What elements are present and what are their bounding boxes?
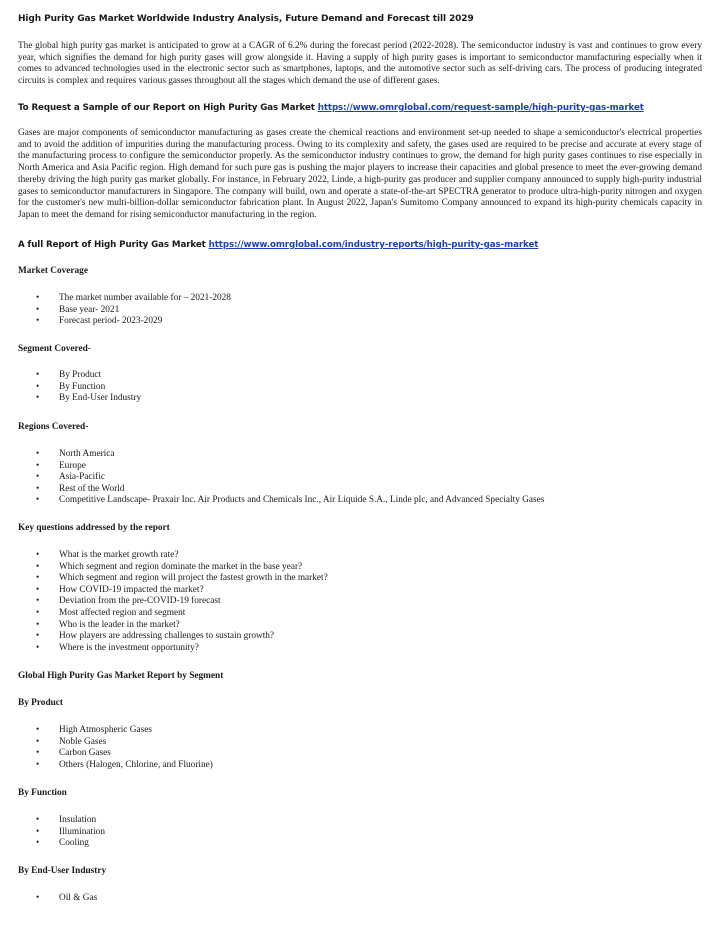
bullet-icon: • bbox=[36, 460, 40, 471]
bullet-icon: • bbox=[36, 725, 40, 735]
bullet-icon: • bbox=[36, 561, 40, 572]
list-item: • Others (Halogen, Chlorine, and Fluorine) bbox=[36, 759, 213, 770]
list-item: • High Atmospheric Gases bbox=[36, 725, 152, 735]
body-paragraph: Gases are major components of semiconductor manufacturing as gases create the chemical reactions and environment set-up needed to shape a semiconductor's electrical properties and to avoid the addition of impurities during the manufacturing process. Owing to its complexity and safety, the gases used are required to be precise and accurate at every stage of the manufacturing process to configure the semiconductor properly. As the semiconductor industry continues to grow, the demand for high purity gases continues to rise especially in North America and Asia Pacific region. High demand for such pure gas is pushing the major players to increase their capacities and global presence to meet the ever-growing demand thereby driving the high purity gas market globally. For instance, in February 2022, Linde, a high-purity gas producer and supplier company announced to supply high-purity industrial gases to semiconductor manufacturers in Singapore. The company will build, own and operate a state-of-the-art SPECTRA generator to produce ultra-high-purity nitrogen and oxygen for the customer's new multi-billion-dollar semiconductor fabrication plant. In August 2022, Japan's Sumitomo Company announced to expand its high-purity chemicals capacity in Japan to meet the demand for rising semiconductor manufacturing in the region. bbox=[18, 128, 702, 220]
section-heading-by-function: By Function bbox=[18, 788, 67, 798]
list-by-function bbox=[36, 815, 105, 850]
list-item: • Europe bbox=[36, 460, 86, 471]
sample-request-link[interactable]: https://www.omrglobal.com/request-sample/high-purity-gas-market bbox=[317, 103, 644, 113]
bullet-icon: • bbox=[36, 550, 40, 560]
list-item: • How COVID-19 impacted the market? bbox=[36, 584, 204, 595]
full-report-label: A full Report of High Purity Gas Market bbox=[18, 240, 206, 250]
full-report-link[interactable]: https://www.omrglobal.com/industry-reports/high-purity-gas-market bbox=[208, 240, 539, 250]
bullet-icon: • bbox=[36, 607, 40, 618]
list-item: • What is the market growth rate? bbox=[36, 550, 179, 560]
list-item: • How players are addressing challenges to sustain growth? bbox=[36, 631, 275, 642]
list-market-coverage bbox=[36, 293, 231, 328]
bullet-icon: • bbox=[36, 381, 40, 392]
list-item: • Deviation from the pre-COVID-19 forecast bbox=[36, 596, 221, 607]
bullet-icon: • bbox=[36, 619, 40, 630]
list-item: • By Function bbox=[36, 381, 106, 392]
section-heading-regions-covered: Regions Covered- bbox=[18, 422, 89, 432]
section-heading-key-questions: Key questions addressed by the report bbox=[18, 523, 170, 533]
bullet-icon: • bbox=[36, 370, 40, 380]
bullet-icon: • bbox=[36, 316, 40, 327]
list-item: • By Product bbox=[36, 370, 102, 380]
bullet-icon: • bbox=[36, 293, 40, 303]
bullet-icon: • bbox=[36, 495, 40, 506]
list-item: • The market number available for – 2021-2028 bbox=[36, 293, 231, 303]
sample-request-label: To Request a Sample of our Report on High Purity Gas Market bbox=[18, 103, 315, 113]
list-item: • Competitive Landscape- Praxair Inc. Air Products and Chemicals Inc., Air Liquide S.A., Linde plc, and Advanced Specialty Gases bbox=[36, 495, 545, 506]
page-title: High Purity Gas Market Worldwide Industry Analysis, Future Demand and Forecast till 2029 bbox=[18, 14, 474, 24]
bullet-icon: • bbox=[36, 826, 40, 837]
bullet-icon: • bbox=[36, 631, 40, 642]
bullet-icon: • bbox=[36, 483, 40, 494]
full-report-line bbox=[18, 240, 538, 250]
list-segment-covered bbox=[36, 370, 141, 405]
list-item: • Base year- 2021 bbox=[36, 304, 120, 315]
list-item: • Where is the investment opportunity? bbox=[36, 642, 199, 653]
bullet-icon: • bbox=[36, 736, 40, 747]
list-item: • Who is the leader in the market? bbox=[36, 619, 180, 630]
list-item: • Rest of the World bbox=[36, 483, 125, 494]
list-item: • Insulation bbox=[36, 815, 97, 825]
bullet-icon: • bbox=[36, 748, 40, 759]
bullet-icon: • bbox=[36, 893, 40, 903]
bullet-icon: • bbox=[36, 573, 40, 584]
list-by-product bbox=[36, 725, 213, 771]
list-item: • Which segment and region will project the fastest growth in the market? bbox=[36, 573, 328, 584]
list-item: • Carbon Gases bbox=[36, 748, 111, 759]
bullet-icon: • bbox=[36, 584, 40, 595]
list-item: • Noble Gases bbox=[36, 736, 107, 747]
bullet-icon: • bbox=[36, 304, 40, 315]
bullet-icon: • bbox=[36, 642, 40, 653]
list-item: • Oil & Gas bbox=[36, 893, 98, 903]
list-item: • Which segment and region dominate the market in the base year? bbox=[36, 561, 303, 572]
list-by-end-user-industry bbox=[36, 893, 97, 905]
list-item: • Asia-Pacific bbox=[36, 472, 105, 483]
section-heading-by-end-user-industry: By End-User Industry bbox=[18, 866, 107, 876]
bullet-icon: • bbox=[36, 838, 40, 849]
intro-paragraph: The global high purity gas market is anticipated to grow at a CAGR of 6.2% during the forecast period (2022-2028). The semiconductor industry is vast and continues to grow every year, which signifies the demand for high purity gases will grow alongside it. Having a supply of high purity gases is important to semiconductor manufacturing especially when it comes to advanced technologies used in the electronic sector such as smartphones, laptops, and the automotive sector such as self-driving cars. The process of producing integrated circuits is complex and requires various gasses throughout all the stages which demand the use of different gases. bbox=[18, 41, 702, 87]
section-heading-by-product: By Product bbox=[18, 698, 64, 708]
list-key-questions bbox=[36, 550, 328, 654]
section-heading-market-coverage: Market Coverage bbox=[18, 266, 88, 276]
bullet-icon: • bbox=[36, 472, 40, 483]
list-item: • Cooling bbox=[36, 838, 89, 849]
bullet-icon: • bbox=[36, 759, 40, 770]
bullet-icon: • bbox=[36, 596, 40, 607]
list-item: • Illumination bbox=[36, 826, 105, 837]
list-item: • Forecast period- 2023-2029 bbox=[36, 316, 163, 327]
bullet-icon: • bbox=[36, 393, 40, 404]
section-heading-segment-covered: Segment Covered- bbox=[18, 344, 91, 354]
sample-request-line bbox=[18, 103, 644, 113]
bullet-icon: • bbox=[36, 449, 40, 459]
list-regions-covered bbox=[36, 449, 544, 507]
list-item: • North America bbox=[36, 449, 115, 459]
list-item: • Most affected region and segment bbox=[36, 607, 186, 618]
list-item: • By End-User Industry bbox=[36, 393, 142, 404]
section-heading-report-by-segment: Global High Purity Gas Market Report by Segment bbox=[18, 671, 224, 681]
bullet-icon: • bbox=[36, 815, 40, 825]
